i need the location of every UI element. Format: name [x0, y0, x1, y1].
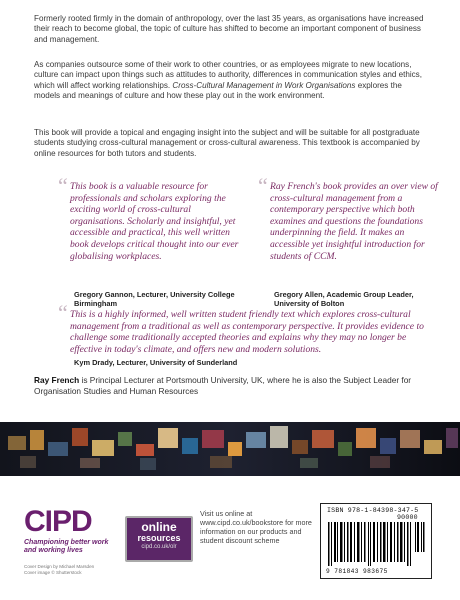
mosaic-image: [0, 422, 460, 476]
visit-text: Visit us online at www.cipd.co.uk/bookstore for more information on our products and student discount scheme: [200, 509, 312, 545]
book-title: Cross-Cultural Management in Work Organisations: [172, 80, 356, 90]
price-code: 90000: [397, 514, 418, 521]
author-bio-text: is Principal Lecturer at Portsmouth University, UK, where he is also the Subject Leader for Organisation Studies and Human Resources: [34, 375, 412, 396]
credit-image: Cover image © Shutterstock: [24, 570, 82, 575]
quote-3-text: This is a highly informed, well written student friendly text which explores cross-cultural management from a traditional as well as contemporary perspective. It provides evidence to challenge some traditionally accepted theories and explains why they may no longer be effective in today's climate, and offers new and modern solutions.: [70, 309, 424, 355]
online-resources-badge: [125, 516, 193, 562]
quote-2-text: Ray French's book provides an over view of cross-cultural management from a contemporary perspective which both examines and questions the foundations underpinning the field. It makes an accessible yet insightful introduction for students of CCM.: [270, 181, 438, 262]
isbn-code: ISBN 978-1-84398-347-5: [327, 507, 419, 514]
author-bio: [34, 375, 430, 397]
p2-start: As companies outsource some of their work to other countries, or as employees migrate to new locations, culture can impact upon things such as attitudes to authority, differences in communication styles and ethics, which will affect working relationships.: [34, 60, 422, 90]
quote-3-attribution: Kym Drady, Lecturer, University of Sunderland: [74, 358, 238, 367]
barcode-icon: [322, 522, 430, 568]
barcode-number: 9 781843 983675: [326, 568, 388, 575]
cover-credits: [24, 564, 94, 576]
online-label: online: [141, 520, 177, 534]
p2-end: explores the models and meanings of culture and how these play out in the work environment.: [34, 80, 402, 101]
cipd-tagline: Championing better work and working lives: [24, 539, 109, 554]
quote-mark-icon: “: [58, 300, 68, 325]
resources-label: resources: [137, 533, 181, 543]
intro-paragraph-2: [34, 60, 430, 102]
credit-design: Cover Design by Michael Marsden: [24, 564, 95, 569]
photo-mosaic-strip: [0, 422, 460, 476]
quote-2-attribution: Gregory Allen, Academic Group Leader, University of Bolton: [274, 290, 414, 309]
barcode-panel: [320, 503, 432, 579]
isbn-text: [327, 507, 418, 521]
author-name: Ray French: [34, 375, 80, 385]
quote-1-attribution: Gregory Gannon, Lecturer, University College Birmingham: [74, 290, 235, 309]
intro-paragraph-1: Formerly rooted firmly in the domain of anthropology, over the last 35 years, as organisations have increased their reach to become global, the topic of culture has shifted to become an important component of business and management.: [34, 14, 424, 44]
quote-1-text: This book is a valuable resource for professionals and scholars exploring the exciting world of cross-cultural organisations. Scholarly and insightful, yet accessible and practical, this well written book develops critical thought into our ever globalising workplaces.: [70, 181, 239, 262]
quote-mark-icon: “: [258, 173, 268, 198]
cipd-logo: CIPD: [24, 505, 92, 538]
intro-paragraph-3: This book will provide a topical and engaging insight into the subject and will be suitable for all postgraduate students studying cross-cultural management or cross-cultural awareness. This textbook is accompanied by online resources for both tutors and students.: [34, 128, 420, 158]
online-url: cipd.co.uk/olr: [141, 544, 177, 550]
quote-mark-icon: “: [58, 173, 68, 198]
